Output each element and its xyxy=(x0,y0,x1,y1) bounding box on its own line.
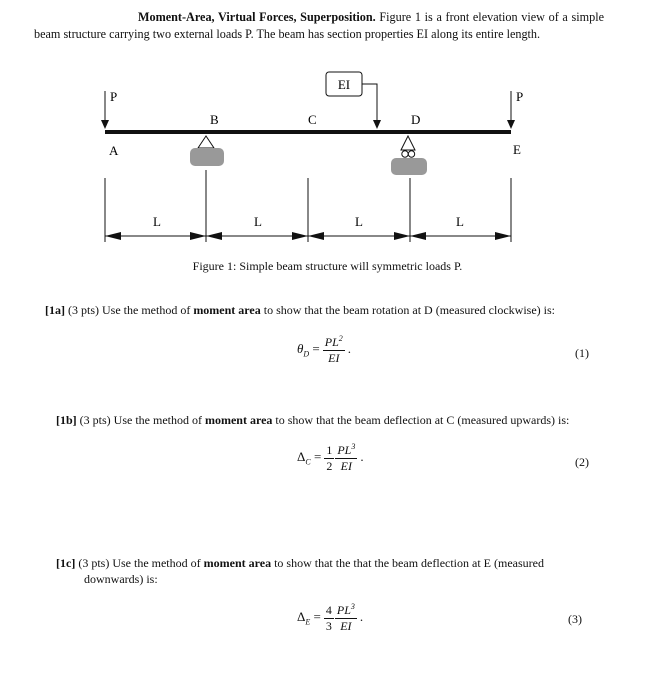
point-label-d: D xyxy=(411,112,421,127)
equation-exponent: 3 xyxy=(350,602,355,611)
point-label-c: C xyxy=(308,112,317,127)
ei-leader-arrowhead xyxy=(373,120,381,129)
question-1c-line2: downwards) is: xyxy=(84,572,158,586)
question-1c xyxy=(56,555,596,572)
question-1b xyxy=(56,412,636,429)
question-text: Use the method of xyxy=(102,303,191,317)
equation-coef-denominator: 3 xyxy=(325,618,332,633)
equation-denominator: EI xyxy=(340,459,352,473)
equation-lhs-subscript: C xyxy=(305,457,311,467)
equation-lhs-subscript: E xyxy=(305,617,311,627)
roller-wheel-2 xyxy=(408,151,414,157)
question-method: moment area xyxy=(193,303,261,317)
roller-support-d xyxy=(401,136,415,150)
equation-coef-numerator: 4 xyxy=(325,602,332,617)
beam-figure xyxy=(95,70,545,250)
question-tag: [1b] xyxy=(56,413,77,427)
dim-arrowhead xyxy=(495,232,511,240)
equation-number-2: (2) xyxy=(575,455,589,469)
equation-1: $\theta_D$ = $\frac{PL^2}{EI}$ . xyxy=(297,334,352,365)
equation-2: $\Delta_C$ = $\frac{1}{2}$ $\frac{PL^3}{EI}$ . xyxy=(297,442,364,473)
point-label-a: A xyxy=(109,143,119,158)
equation-number-3: (3) xyxy=(568,612,582,626)
point-label-e: E xyxy=(513,142,521,157)
dim-arrowhead xyxy=(410,232,426,240)
question-tag: [1c] xyxy=(56,556,76,570)
question-points: (3 pts) xyxy=(78,556,110,570)
document-title: Moment-Area, Virtual Forces, Superposition. xyxy=(138,10,376,24)
equation-denominator: EI xyxy=(340,619,352,633)
equation-exponent: 2 xyxy=(338,334,343,343)
span-label-de: L xyxy=(456,214,464,229)
span-label-bc: L xyxy=(254,214,262,229)
dim-arrowhead xyxy=(190,232,206,240)
question-method: moment area xyxy=(203,556,272,570)
question-text: to show that the beam deflection at C (measured upwards) is: xyxy=(275,413,570,427)
question-1a xyxy=(45,302,625,319)
point-label-b: B xyxy=(210,112,219,127)
dim-arrowhead xyxy=(394,232,410,240)
ei-label: EI xyxy=(337,77,351,92)
equation-lhs: Δ xyxy=(297,449,306,465)
ei-leader xyxy=(362,84,377,122)
ground-b xyxy=(190,148,224,166)
intro-text: Figure 1 is a front elevation view of a simple beam structure carrying two external loads P. The beam has section properties EI along its entire length. xyxy=(34,10,604,41)
question-text: to show that the that the beam deflection at E (measured xyxy=(274,556,544,570)
load-label-right: P xyxy=(516,89,524,104)
equation-lhs: θ xyxy=(297,341,304,357)
equation-numerator: PL xyxy=(336,603,351,617)
dim-arrowhead xyxy=(308,232,324,240)
dim-arrowhead xyxy=(292,232,308,240)
question-method: moment area xyxy=(204,413,273,427)
load-label-left: P xyxy=(110,89,118,104)
equation-lhs-subscript: D xyxy=(303,349,310,359)
load-arrowhead-left xyxy=(101,120,109,129)
question-text: to show that the beam rotation at D (measured clockwise) is: xyxy=(263,303,556,317)
span-label-cd: L xyxy=(355,214,363,229)
pin-support-b xyxy=(198,136,214,148)
equation-numerator: PL xyxy=(337,443,352,457)
equation-coef-numerator: 1 xyxy=(326,442,333,457)
load-arrowhead-right xyxy=(507,120,515,129)
equation-exponent: 3 xyxy=(351,442,356,451)
equation-denominator: EI xyxy=(328,351,340,365)
question-text: Use the method of xyxy=(112,556,201,570)
roller-wheel-1 xyxy=(402,151,408,157)
equation-number-1: (1) xyxy=(575,346,589,360)
dim-arrowhead xyxy=(206,232,222,240)
equation-coef-denominator: 2 xyxy=(326,458,333,473)
dim-arrowhead xyxy=(105,232,121,240)
figure-caption: Figure 1: Simple beam structure will symmetric loads P. xyxy=(192,259,463,273)
question-text: Use the method of xyxy=(113,413,202,427)
equation-lhs: Δ xyxy=(297,609,306,625)
ground-d xyxy=(391,158,427,175)
question-points: (3 pts) xyxy=(79,413,111,427)
span-label-ab: L xyxy=(153,214,161,229)
equation-3: $\Delta_E$ = $\frac{4}{3}$ $\frac{PL^3}{EI}$ . xyxy=(297,602,364,633)
question-points: (3 pts) xyxy=(68,303,99,317)
equation-numerator: PL xyxy=(324,335,339,349)
question-tag: [1a] xyxy=(45,303,65,317)
intro-paragraph xyxy=(34,9,604,43)
